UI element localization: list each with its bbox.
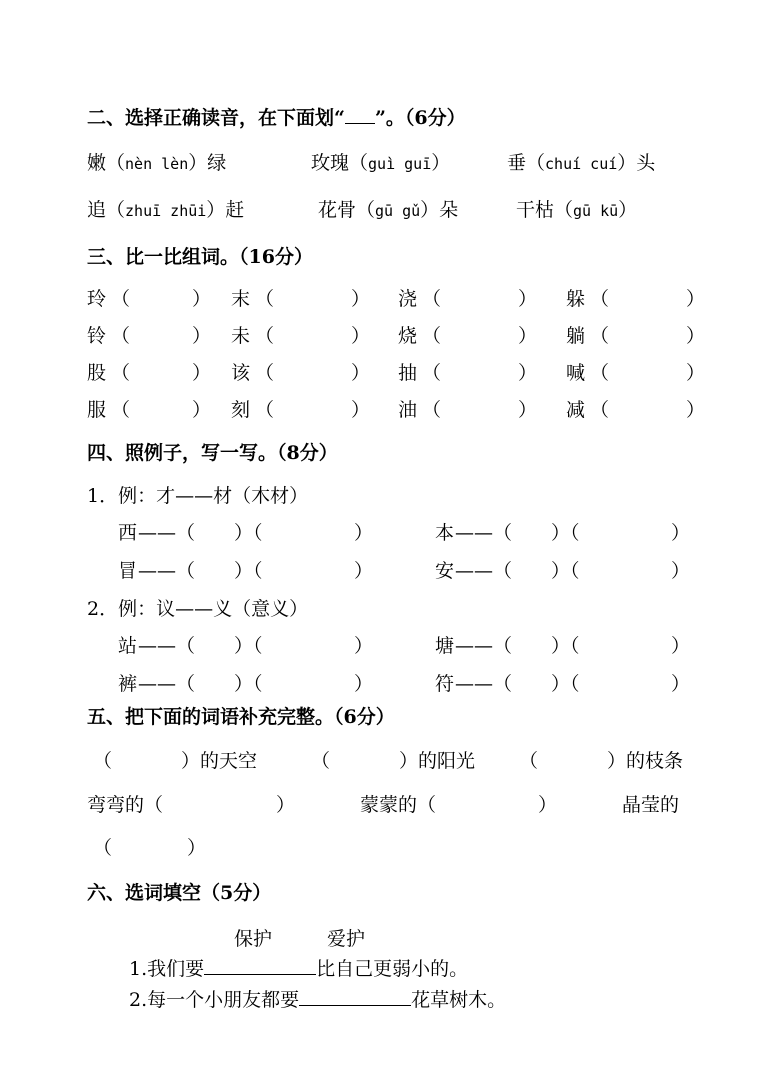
paren-close: ）: [192, 288, 212, 310]
dash-paren: ——（: [138, 673, 196, 695]
paren-close: ）: [192, 362, 212, 384]
paren-open: （: [422, 399, 442, 421]
phrase-item: 蒙蒙的（: [360, 794, 437, 816]
paren-close: ）: [518, 325, 538, 347]
pinyin-item: 花骨（gū gǔ）朵: [318, 199, 459, 221]
char-cell: 站: [118, 635, 138, 657]
paren-close: ）: [351, 325, 371, 347]
paren-pair: ）（: [234, 635, 263, 657]
char-cell: 躺: [566, 325, 586, 347]
paren-open: （: [422, 362, 442, 384]
paren-close: ）: [671, 560, 691, 582]
paren-close: ）: [276, 794, 296, 816]
phrase-item: 弯弯的（: [87, 794, 164, 816]
dash-paren: ——（: [455, 522, 513, 544]
fill-blank: [204, 956, 316, 975]
char-cell: 符: [435, 673, 455, 695]
paren-open: （: [590, 399, 610, 421]
char-cell: 冒: [118, 560, 138, 582]
section-2-score: ”。（6分）: [374, 107, 466, 129]
paren-close: ）: [538, 794, 558, 816]
paren-open: （: [590, 325, 610, 347]
paren-open: （: [255, 325, 275, 347]
paren-close: ）: [187, 837, 207, 859]
example-2: 2．例：议——义（意义）: [87, 598, 309, 620]
char-cell: 油: [398, 399, 418, 421]
char-cell: 减: [566, 399, 586, 421]
paren-close: ）: [192, 399, 212, 421]
char-cell: 该: [231, 362, 251, 384]
pinyin-item: 玫瑰（guì guī）: [311, 152, 451, 174]
section-4-title: 四、照例子，写一写。（8分）: [87, 442, 338, 464]
phrase-item: ）的天空: [181, 750, 258, 772]
paren-close: ）: [686, 399, 706, 421]
paren-open: （: [311, 750, 331, 772]
word-option: 爱护: [327, 928, 366, 950]
underline-blank: [345, 105, 375, 124]
phrase-item: 晶莹的: [622, 794, 680, 816]
dash-paren: ——（: [455, 635, 513, 657]
paren-close: ）: [192, 325, 212, 347]
paren-pair: ）（: [551, 560, 580, 582]
char-cell: 浇: [398, 288, 418, 310]
paren-open: （: [255, 288, 275, 310]
dash-paren: ——（: [455, 560, 513, 582]
char-cell: 玲: [87, 288, 107, 310]
paren-open: （: [93, 750, 113, 772]
char-cell: 抽: [398, 362, 418, 384]
paren-close: ）: [354, 673, 374, 695]
paren-close: ）: [686, 288, 706, 310]
char-cell: 股: [87, 362, 107, 384]
section-3-title: 三、比一比组词。（16分）: [87, 246, 313, 268]
paren-open: （: [590, 362, 610, 384]
paren-open: （: [519, 750, 539, 772]
phrase-item: ）的枝条: [607, 750, 684, 772]
paren-close: ）: [351, 288, 371, 310]
fill-blank: [299, 987, 411, 1006]
fill-sentence-1: 1.我们要 比自己更弱小的。: [129, 958, 469, 980]
paren-close: ）: [518, 362, 538, 384]
section-2-title: [87, 103, 466, 130]
pinyin-item: 垂（chuí cuí）头: [507, 152, 656, 174]
char-cell: 服: [87, 399, 107, 421]
paren-close: ）: [671, 673, 691, 695]
paren-open: （: [111, 399, 131, 421]
section-6-title: 六、选词填空（5分）: [87, 882, 272, 904]
dash-paren: ——（: [455, 673, 513, 695]
char-cell: 西: [118, 522, 138, 544]
dash-paren: ——（: [138, 635, 196, 657]
paren-pair: ）（: [551, 635, 580, 657]
char-cell: 躲: [566, 288, 586, 310]
paren-open: （: [255, 362, 275, 384]
char-cell: 未: [231, 325, 251, 347]
paren-open: （: [111, 325, 131, 347]
pinyin-item: 嫩（nèn lèn）绿: [87, 152, 227, 174]
paren-close: ）: [518, 399, 538, 421]
dash-paren: ——（: [138, 522, 196, 544]
paren-close: ）: [671, 635, 691, 657]
paren-close: ）: [518, 288, 538, 310]
fill-sentence-2: 2.每一个小朋友都要 花草树木。: [129, 989, 507, 1011]
paren-open: （: [422, 325, 442, 347]
paren-close: ）: [671, 522, 691, 544]
paren-open: （: [111, 288, 131, 310]
paren-close: ）: [686, 325, 706, 347]
char-cell: 安: [435, 560, 455, 582]
char-cell: 铃: [87, 325, 107, 347]
char-cell: 裤: [118, 673, 138, 695]
paren-close: ）: [351, 362, 371, 384]
paren-open: （: [422, 288, 442, 310]
char-cell: 塘: [435, 635, 455, 657]
pinyin-item: 追（zhuī zhūi）赶: [87, 199, 245, 221]
pinyin-item: 干枯（gū kū）: [516, 199, 638, 221]
paren-open: （: [111, 362, 131, 384]
paren-pair: ）（: [551, 673, 580, 695]
paren-close: ）: [354, 635, 374, 657]
section-2-title-text: 二、选择正确读音，在下面划“: [87, 107, 345, 129]
paren-close: ）: [351, 399, 371, 421]
section-5-title: 五、把下面的词语补充完整。（6分）: [87, 706, 395, 728]
paren-pair: ）（: [551, 522, 580, 544]
paren-open: （: [93, 837, 113, 859]
paren-open: （: [255, 399, 275, 421]
char-cell: 刻: [231, 399, 251, 421]
word-option: 保护: [234, 928, 273, 950]
char-cell: 烧: [398, 325, 418, 347]
dash-paren: ——（: [138, 560, 196, 582]
paren-pair: ）（: [234, 560, 263, 582]
paren-close: ）: [354, 522, 374, 544]
paren-open: （: [590, 288, 610, 310]
paren-close: ）: [354, 560, 374, 582]
phrase-item: ）的阳光: [399, 750, 476, 772]
char-cell: 本: [435, 522, 455, 544]
paren-pair: ）（: [234, 522, 263, 544]
char-cell: 喊: [566, 362, 586, 384]
paren-close: ）: [686, 362, 706, 384]
paren-pair: ）（: [234, 673, 263, 695]
example-1: 1．例：才——材（木材）: [87, 485, 309, 507]
char-cell: 末: [231, 288, 251, 310]
